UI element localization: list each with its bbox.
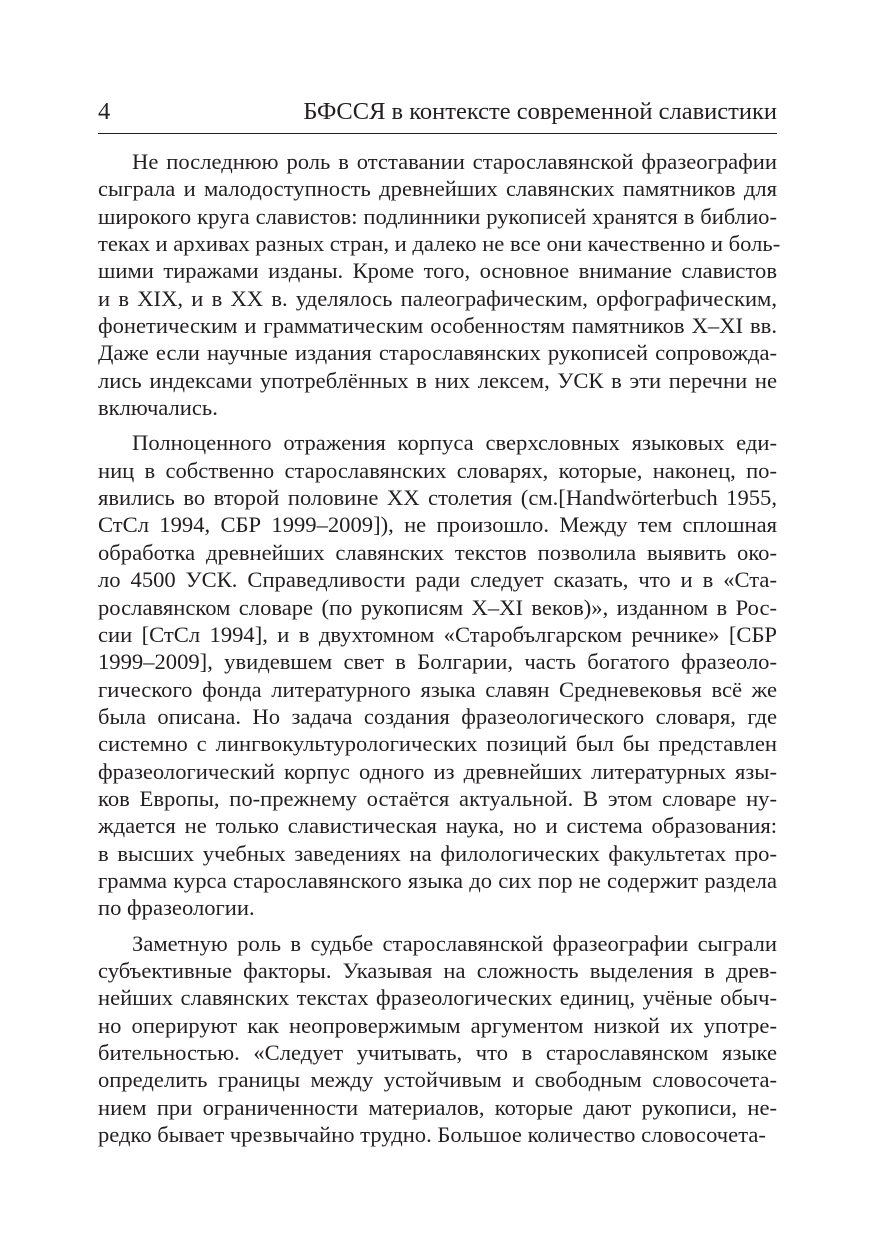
text-line: но оперируют как неопровержимым аргументом низкой их употре- (98, 1012, 777, 1038)
text-line: нейших славянских текстах фразеологических единиц, учёные обыч- (98, 985, 777, 1011)
paragraph (98, 930, 777, 1149)
text-line: ло 4500 УСК. Справедливости ради следует сказать, что и в «Ста- (98, 567, 777, 593)
paragraph (98, 148, 781, 421)
text-line: грамма курса старославянского языка до сих пор не содержит раздела (98, 867, 777, 893)
text-line: теках и архивах разных стран, и далеко не все они качественно и боль- (98, 231, 781, 257)
header-rule (98, 133, 777, 134)
text-line: сии [СтСл 1994], и в двухтомном «Старобългарском речнике» [СБР (98, 621, 777, 647)
text-line: была описана. Но задача создания фразеологического словаря, где (98, 703, 777, 729)
text-line: Полноценного отражения корпуса сверхсловных языковых еди- (132, 430, 777, 456)
text-line: лись индексами употреблённых в них лексем, УСК в эти перечни не (98, 367, 777, 393)
text-line: широкого круга славистов: подлинники рукописей хранятся в библио- (98, 203, 777, 229)
text-line: субъективные факторы. Указывая на сложность выделения в древ- (98, 957, 777, 983)
text-line: бительностью. «Следует учитывать, что в старославянском языке (98, 1040, 777, 1065)
text-line: и в XIX, и в XX в. уделялось палеографическим, орфографическим, (98, 285, 777, 311)
running-head (98, 95, 777, 129)
text-line: СтСл 1994, СБР 1999–2009]), не произошло. Между тем сплошная (98, 512, 777, 538)
text-line: в высших учебных заведениях на филологических факультетах про- (98, 840, 777, 866)
text-line: Не последнюю роль в отставании старославянской фразеографии (132, 149, 777, 174)
text-line: гического фонда литературного языка славян Средневековья всё же (98, 676, 777, 702)
text-line: обработка древнейших славянских текстов позволила выявить око- (98, 539, 777, 565)
text-line: шими тиражами изданы. Кроме того, основное внимание славистов (98, 258, 777, 284)
text-line: редко бывает чрезвычайно трудно. Большое количество словосочета- (98, 1122, 766, 1148)
text-line: нием при ограниченности материалов, которые дают рукописи, не- (98, 1094, 777, 1120)
text-line: определить границы между устойчивым и свободным словосочета- (98, 1067, 777, 1093)
page-number: 4 (98, 98, 111, 125)
text-line: системно с лингвокультурологических позиций был бы представлен (98, 731, 777, 757)
text-line: Заметную роль в судьбе старославянской фразеографии сыграли (132, 930, 777, 956)
text-line: по фразеологии. (98, 895, 255, 921)
text-line: рославянском словаре (по рукописям X–XI веков)», изданном в Рос- (98, 594, 777, 620)
text-line: ков Европы, по-прежнему остаётся актуальной. В этом словаре ну- (98, 785, 777, 811)
text-line: Даже если научные издания старославянских рукописей сопровожда- (98, 340, 777, 366)
running-title: БФССЯ в контексте современной славистики (303, 98, 777, 125)
text-line: фонетическим и грамматическим особенностям памятников X–XI вв. (98, 313, 777, 339)
body-text (98, 148, 781, 1148)
text-line: явились во второй половине XX столетия (см.[Handwörterbuch 1955, (98, 485, 777, 511)
text-line: ниц в собственно старославянских словарях, которые, наконец, по- (98, 457, 777, 483)
text-line: включались. (98, 395, 218, 421)
text-line: ждается не только славистическая наука, но и система образования: (98, 813, 777, 839)
text-line: сыграла и малодоступность древнейших славянских памятников для (98, 176, 777, 202)
text-line: 1999–2009], увидевшем свет в Болгарии, часть богатого фразеоло- (98, 649, 777, 675)
text-line: фразеологический корпус одного из древнейших литературных язы- (98, 758, 777, 784)
paragraph (98, 429, 777, 921)
